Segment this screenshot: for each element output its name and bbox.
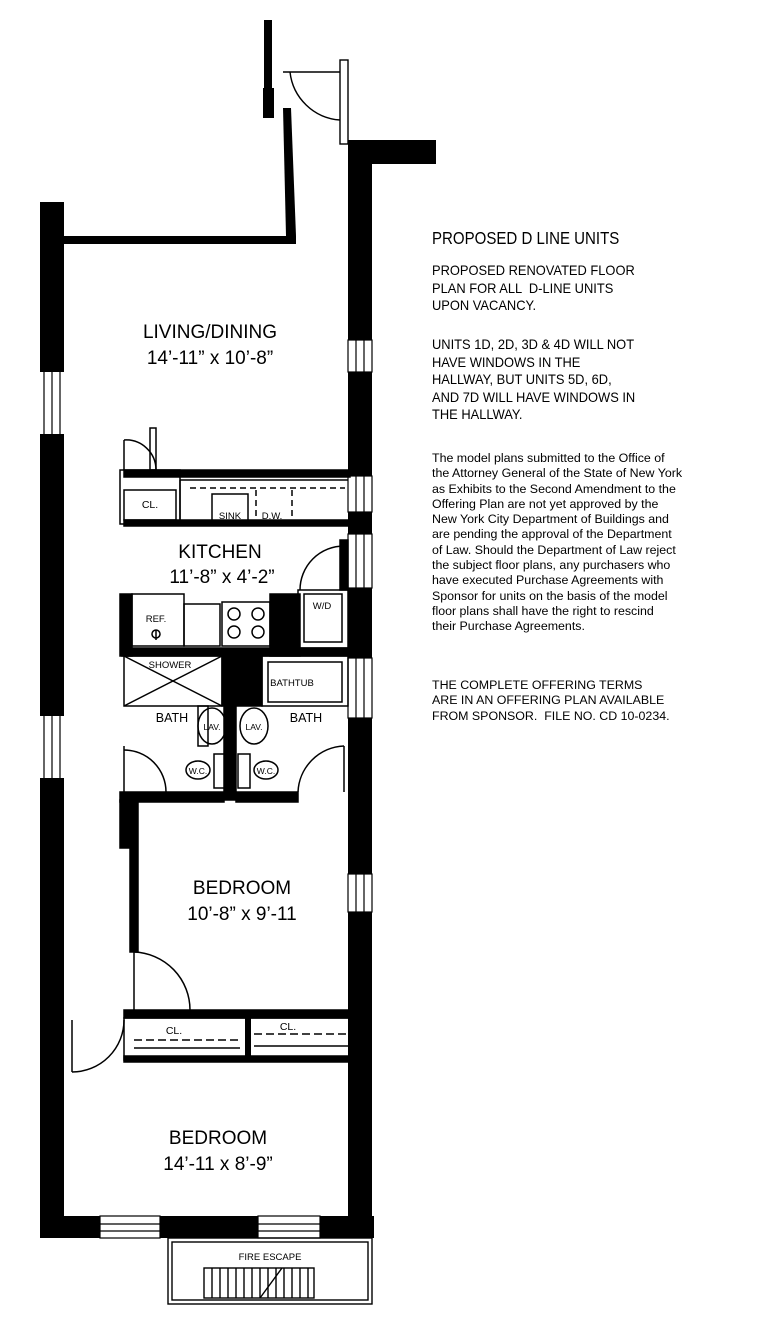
bedroom2-label: BEDROOM [168,1128,268,1149]
lav-left-label: LAV. [203,722,221,732]
shower-label: SHOWER [148,660,192,671]
notes-title: PROPOSED D LINE UNITS [432,228,620,248]
wc-left-label: W.C. [188,766,208,776]
bedroom2-size: 14’-11 x 8’-9” [163,1154,273,1175]
dishwasher-label: D.W. [261,511,283,522]
renovated-note: PROPOSED RENOVATED FLOOR PLAN FOR ALL D-LINE UNITS UPON VACANCY. [432,262,635,314]
entry-door [283,60,348,144]
fire-escape [168,1238,372,1304]
bedroom1-walls [130,800,190,1012]
lav-right-label: LAV. [245,722,263,732]
wc-right-label: W.C. [256,766,276,776]
offering-note: THE COMPLETE OFFERING TERMS ARE IN AN OFFERING PLAN AVAILABLE FROM SPONSOR. FILE NO. CD 10-0234. [432,678,670,723]
bedroom-closet-right-label: CL. [279,1021,297,1033]
bath-left-label: BATH [155,711,189,725]
bathtub-label: BATHTUB [270,678,314,689]
disclaimer-note: The model plans submitted to the Office of the Attorney General of the State of New York as Exhibits to the Second Amendment to the Offering Plan are not yet approved by the New York City Department of Buildings and are pending the approval of the Department of Law. Should the Department of Law reject the subject floor plans, any purchasers who have executed Purchase Agreements with Sponsor for units on the basis of the model floor plans shall have the right to rescind their Purchase Agreements. [432,451,683,634]
living-dining-label: LIVING/DINING [142,322,278,343]
bedroom1-size: 10’-8” x 9’-11 [187,904,297,925]
refrigerator-label: REF. [145,614,167,625]
sink-label: SINK [218,511,242,522]
living-dining-size: 14’-11” x 10’-8” [146,348,274,369]
fire-escape-label: FIRE ESCAPE [238,1252,302,1263]
bedroom-closets [72,1010,350,1072]
kitchen-size: 11’-8” x 4’-2” [169,567,275,588]
bath-right-label: BATH [289,711,323,725]
bedroom1-label: BEDROOM [192,878,292,899]
bedroom-closet-left-label: CL. [165,1025,183,1037]
kitchen-label: KITCHEN [178,542,262,563]
washer-dryer-label: W/D [312,601,332,612]
windows-note: UNITS 1D, 2D, 3D & 4D WILL NOT HAVE WINDOWS IN THE HALLWAY, BUT UNITS 5D, 6D, AND 7D WILL HAVE WINDOWS IN THE HALLWAY. [432,336,636,423]
kitchen-closet-label: CL. [141,499,159,511]
